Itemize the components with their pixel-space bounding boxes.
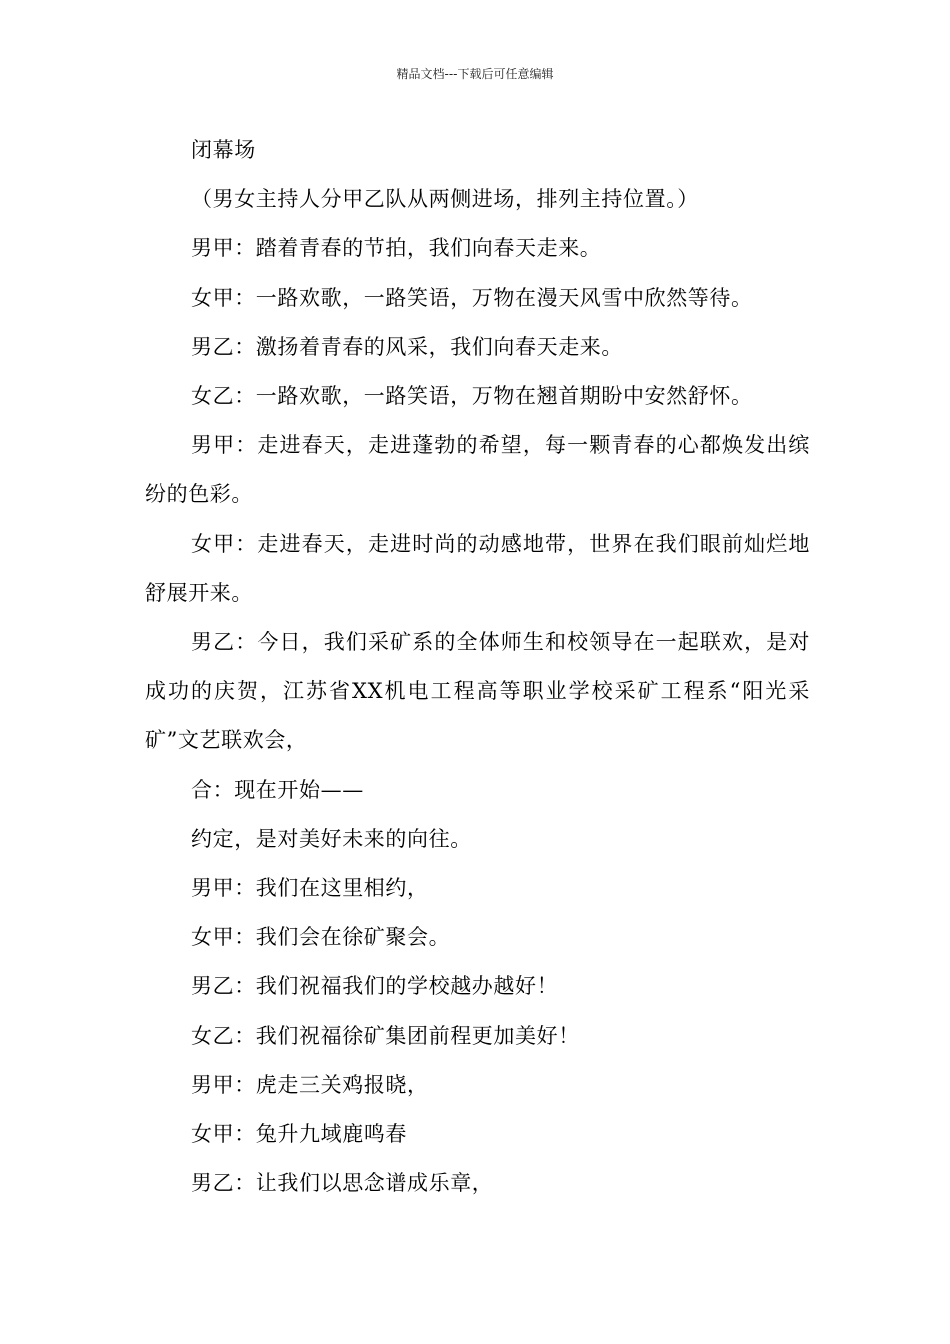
script-line: 女甲：我们会在徐矿聚会。 — [191, 925, 451, 950]
script-line: 男甲：虎走三关鸡报晓， — [191, 1072, 429, 1097]
script-line: 女甲：走进春天，走进时尚的动感地带，世界在我们眼前灿烂地舒展开来。 — [145, 531, 810, 605]
script-line: 男乙：激扬着青春的风采，我们向春天走来。 — [191, 334, 623, 359]
script-line: 女乙：一路欢歌，一路笑语，万物在翘首期盼中安然舒怀。 — [191, 384, 753, 409]
script-line: 男乙：今日，我们采矿系的全体师生和校领导在一起联欢，是对成功的庆贺，江苏省XX机电工程高等职业学校采矿工程系“阳光采矿”文艺联欢会， — [145, 630, 810, 753]
script-line: 男甲：走进春天，走进蓬勃的希望，每一颗青春的心都焕发出缤纷的色彩。 — [145, 433, 810, 507]
script-line: 合：现在开始—— — [191, 777, 364, 802]
script-line: 女甲：兔升九域鹿鸣春 — [191, 1122, 407, 1147]
document-body — [145, 126, 810, 1208]
script-line: 男乙：我们祝福我们的学校越办越好！ — [191, 974, 559, 999]
script-line: 男甲：我们在这里相约， — [191, 876, 429, 901]
script-line: 约定，是对美好未来的向往。 — [191, 826, 472, 851]
stage-direction: （男女主持人分甲乙队从两侧进场，排列主持位置。） — [191, 187, 699, 212]
page-header: 精品文档---下载后可任意编辑 — [396, 67, 554, 81]
script-line: 女甲：一路欢歌，一路笑语，万物在漫天风雪中欣然等待。 — [191, 285, 753, 310]
script-line: 女乙：我们祝福徐矿集团前程更加美好！ — [191, 1023, 580, 1048]
script-line: 男乙：让我们以思念谱成乐章， — [191, 1171, 494, 1196]
section-title: 闭幕场 — [191, 138, 256, 162]
script-line: 男甲：踏着青春的节拍，我们向春天走来。 — [191, 236, 602, 261]
